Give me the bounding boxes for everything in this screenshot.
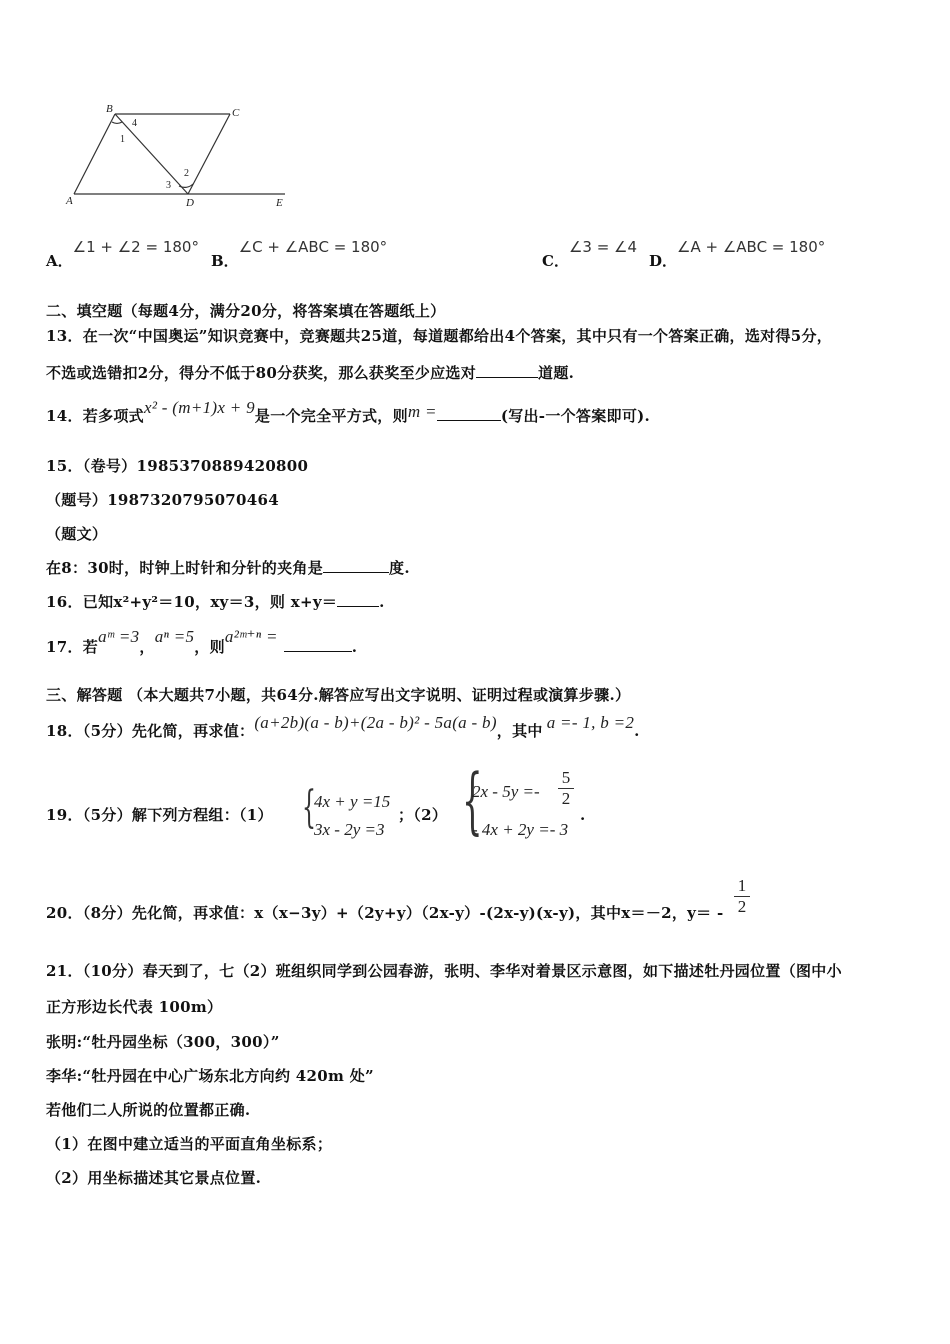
q19-s2-fraction xyxy=(558,768,574,809)
q21-line6: （1）在图中建立适当的平面直角坐标系； xyxy=(46,1135,333,1153)
q17-answer-blank[interactable] xyxy=(284,637,352,652)
q19-s2-denominator: 2 xyxy=(558,788,574,809)
q14 xyxy=(46,398,651,426)
option-a[interactable] xyxy=(46,236,199,270)
q18-text-a: 18．（5分）先化简，再求值： xyxy=(46,722,255,740)
q16-text-a: 16．已知 xyxy=(46,593,114,611)
label-angle-2: 2 xyxy=(184,168,189,179)
q14-text-c: (写出-一个答案即可). xyxy=(500,407,651,425)
section3-title: 三、解答题 （本大题共7小题，共64分.解答应写出文字说明、证明过程或演算步骤.） xyxy=(46,686,631,704)
q17-expr3: a²ᵐ⁺ⁿ = xyxy=(224,627,278,646)
line-ab xyxy=(74,114,115,194)
q16-text-b: . xyxy=(379,593,385,611)
q17-text-b: ，则 xyxy=(194,638,225,656)
q17-text-a: 17．若 xyxy=(46,638,99,656)
label-angle-1: 1 xyxy=(120,134,125,145)
section2-title: 二、填空题（每题4分，满分20分，将答案填在答题纸上） xyxy=(46,302,446,320)
q19-s2-eq2: - 4x + 2y =- 3 xyxy=(472,820,569,839)
geometry-figure xyxy=(60,98,300,213)
q21-line2: 正方形边长代表 100m） xyxy=(46,998,223,1016)
q17-expr2: aⁿ =5 xyxy=(154,627,195,646)
q19-system1-brace: { xyxy=(302,782,316,833)
option-c-expr: ∠3 = ∠4 xyxy=(568,238,638,256)
q17-expr1: aᵐ =3 xyxy=(98,627,140,646)
q15-paper-id: 15．（卷号）1985370889420800 xyxy=(46,457,309,475)
q15-text-b: 度. xyxy=(389,559,410,577)
label-angle-4: 4 xyxy=(132,118,137,129)
q16-condition: x²+y²＝10，xy＝3，则 x+y＝ xyxy=(113,593,338,611)
q13-text-b: 道题. xyxy=(538,364,575,382)
option-a-expr: ∠1 + ∠2 = 180° xyxy=(72,238,199,256)
q16 xyxy=(46,591,385,612)
q21-line1: 21．（10分）春天到了，七（2）班组织同学到公园春游，张明、李华对着景区示意图，如下描述牡丹园位置（图中小 xyxy=(46,962,842,980)
q18 xyxy=(46,713,640,741)
line-cd xyxy=(188,114,230,194)
q14-answer-blank[interactable] xyxy=(437,406,501,421)
q14-text-b: 是一个完全平方式，则 xyxy=(254,407,408,425)
q19-separator: ；（2） xyxy=(398,806,448,824)
q19-s2-eq1: 2x - 5y =- xyxy=(472,782,540,801)
option-a-label: A． xyxy=(46,252,73,270)
q14-text-a: 14．若多项式 xyxy=(46,407,144,425)
label-angle-3: 3 xyxy=(166,180,171,191)
label-e: E xyxy=(276,197,283,209)
q17-sep: ， xyxy=(139,638,155,656)
q15-text-a: 在8：30时，时钟上时针和分针的夹角是 xyxy=(46,559,324,577)
q18-text-b: ，其中 xyxy=(496,722,543,740)
q19-end: . xyxy=(580,806,586,824)
option-d-expr: ∠A + ∠ABC = 180° xyxy=(677,238,826,256)
label-b: B xyxy=(106,103,113,115)
q17 xyxy=(46,627,358,657)
q19-system2-brace: { xyxy=(462,758,483,842)
q15-body-label: （题文） xyxy=(46,525,108,543)
q19-s1-eq2: 3x - 2y =3 xyxy=(314,820,385,839)
q18-values: a =- 1, b =2 xyxy=(546,713,635,732)
q18-text-c: . xyxy=(634,722,640,740)
option-d[interactable] xyxy=(649,236,826,270)
q21-line7: （2）用坐标描述其它景点位置. xyxy=(46,1169,262,1187)
line-bd xyxy=(115,114,188,194)
option-b-expr: ∠C + ∠ABC = 180° xyxy=(238,238,388,256)
q13-line1: 13．在一次“中国奥运”知识竞赛中，竞赛题共25道，每道题都给出4个答案，其中只有一个答案正确，选对得5分， xyxy=(46,327,833,345)
q21-line3: 张明:“牡丹园坐标（300，300）” xyxy=(46,1033,280,1051)
q20-values: x＝－2，y＝ - xyxy=(621,904,724,922)
q13-text-a: 不选或选错扣2分，得分不低于80分获奖，那么获奖至少应选对 xyxy=(46,364,477,382)
label-a: A xyxy=(66,195,73,207)
q20 xyxy=(46,902,724,923)
q20-fraction xyxy=(734,876,750,917)
option-c-label: C． xyxy=(542,252,569,270)
q20-text: 20．（8分）先化简，再求值：x（x−3y）+（2y+y）（2x-y）-(2x-y)(x-y)，其中 xyxy=(46,904,622,922)
q18-expression: (a+2b)(a - b)+(2a - b)² - 5a(a - b) xyxy=(254,713,497,732)
angle-arc-b xyxy=(112,122,122,123)
q13-line2 xyxy=(46,362,574,383)
q20-numerator: 1 xyxy=(737,876,747,895)
q17-text-c: . xyxy=(351,638,358,656)
q19-text-a: 19．（5分）解下列方程组：（1） xyxy=(46,806,273,824)
q19-s2-numerator: 5 xyxy=(561,768,571,787)
q13-answer-blank[interactable] xyxy=(476,363,538,378)
q14-polynomial: x² - (m+1)x + 9 xyxy=(143,398,255,417)
option-c[interactable] xyxy=(542,236,638,270)
option-b-label: B． xyxy=(211,252,239,270)
q20-denominator: 2 xyxy=(734,896,750,917)
q15-answer-blank[interactable] xyxy=(323,558,389,573)
label-d: D xyxy=(186,197,194,209)
option-d-label: D． xyxy=(649,252,678,270)
q19-s1-eq1: 4x + y =15 xyxy=(314,792,391,811)
q16-answer-blank[interactable] xyxy=(337,592,379,607)
q21-line5: 若他们二人所说的位置都正确. xyxy=(46,1101,251,1119)
option-b[interactable] xyxy=(211,236,388,270)
q21-line4: 李华:“牡丹园在中心广场东北方向约 420m 处” xyxy=(46,1067,374,1085)
q15-question-id: （题号）1987320795070464 xyxy=(46,491,279,509)
q14-m: m = xyxy=(407,402,437,421)
label-c: C xyxy=(232,107,240,119)
q15-text xyxy=(46,557,410,578)
